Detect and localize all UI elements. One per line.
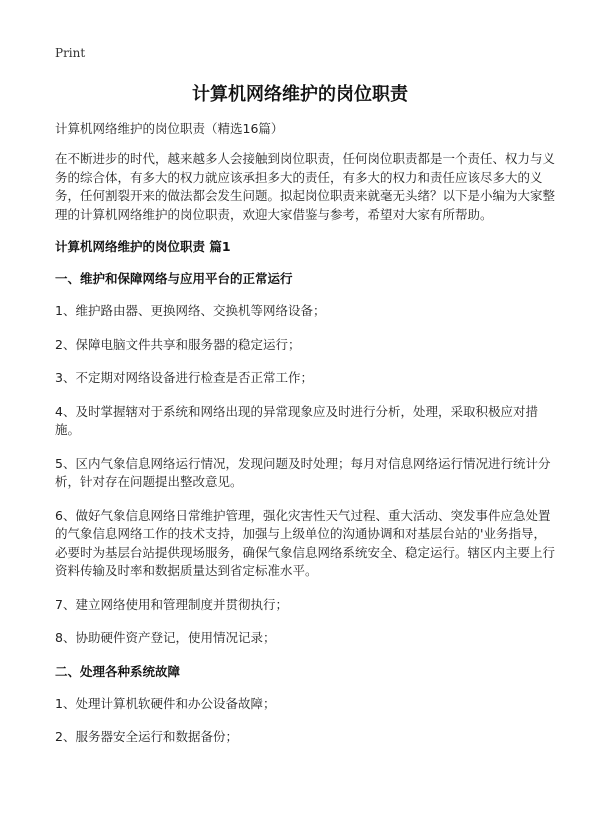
article-heading: 计算机网络维护的岗位职责 篇1	[55, 239, 231, 254]
page-title: 计算机网络维护的岗位职责	[192, 84, 408, 105]
list-item: 1、维护路由器、更换网络、交换机等网络设备；	[55, 303, 326, 318]
list-item: 4、及时掌握辖对于系统和网络出现的异常现象应及时进行分析，处理，采取积极应对措施。	[55, 403, 538, 437]
list-item: 8、协助硬件资产登记，使用情况记录；	[55, 630, 276, 645]
document-body	[55, 120, 555, 762]
list-item: 2、服务器安全运行和数据备份；	[55, 729, 238, 744]
list-item: 1、处理计算机软硬件和办公设备故障；	[55, 695, 276, 711]
document-subtitle: 计算机网络维护的岗位职责（精选16篇）	[55, 121, 284, 136]
list-item: 2、保障电脑文件共享和服务器的稳定运行；	[55, 336, 301, 352]
print-label: Print	[55, 46, 86, 60]
list-item: 3、不定期对网络设备进行检查是否正常工作；	[55, 370, 313, 385]
list-item: 6、做好气象信息网络日常维护管理，强化灾害性天气过程、重大活动、突发事件应急处置的气象信息网络工作的技术支持，加强与上级单位的沟通协调和对基层台站的'业务指导，必要时为基层台站提供现场服务，确保气象信息网络系统安全、稳定运行。辖区内主要上行资料传输及时率和数据质量达到省定标准水平。	[55, 507, 556, 578]
intro-paragraph: 在不断进步的时代，越来越多人会接触到岗位职责，任何岗位职责都是一个责任、权力与义务的综合体，有多大的权力就应该承担多大的责任，有多大的权力和责任应该尽多大的义务，任何割裂开来的做法都会发生问题。拟起岗位职责来就毫无头绪？以下是小编为大家整理的计算机网络维护的岗位职责，欢迎大家借鉴与参考，希望对大家有所帮助。	[55, 151, 556, 222]
list-item: 7、建立网络使用和管理制度并贯彻执行；	[55, 596, 288, 612]
section-heading-1: 一、维护和保障网络与应用平台的正常运行	[55, 271, 293, 286]
section-heading-2: 二、处理各种系统故障	[55, 663, 181, 679]
list-item: 5、区内气象信息网络运行情况，发现问题及时处理；每月对信息网络运行情况进行统计分析，针对存在问题提出整改意见。	[55, 455, 551, 489]
